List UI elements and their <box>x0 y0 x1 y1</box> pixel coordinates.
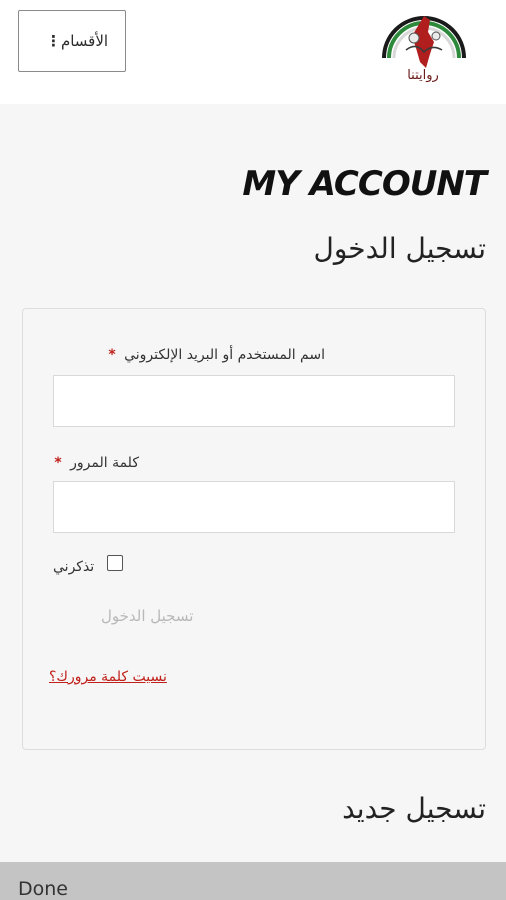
login-form <box>22 308 486 750</box>
username-label <box>108 347 325 363</box>
lost-password-link[interactable]: نسيت كلمة مرورك؟ <box>49 669 167 685</box>
username-label-text: اسم المستخدم أو البريد الإلكتروني <box>124 347 325 363</box>
more-vertical-icon: ⋮ <box>45 32 61 50</box>
remember-me-label: تذكرني <box>53 559 95 575</box>
menu-label: الأقسام <box>60 32 109 50</box>
password-label-text: كلمة المرور <box>70 455 139 471</box>
site-header <box>0 0 506 104</box>
categories-menu-button[interactable] <box>18 10 126 72</box>
logo-text: روايتنا <box>407 68 439 83</box>
username-input[interactable] <box>53 375 455 427</box>
remember-me-checkbox[interactable] <box>107 555 123 571</box>
password-label <box>54 455 139 471</box>
required-mark: * <box>54 455 62 471</box>
login-submit-button[interactable]: تسجيل الدخول <box>101 607 194 625</box>
login-heading: تسجيل الدخول <box>313 232 486 265</box>
register-heading: تسجيل جديد <box>342 792 486 825</box>
keyboard-accessory-bar <box>0 862 506 900</box>
done-button[interactable]: Done <box>18 878 68 900</box>
required-mark: * <box>108 347 116 363</box>
password-input[interactable] <box>53 481 455 533</box>
page-title: MY ACCOUNT <box>242 164 486 204</box>
